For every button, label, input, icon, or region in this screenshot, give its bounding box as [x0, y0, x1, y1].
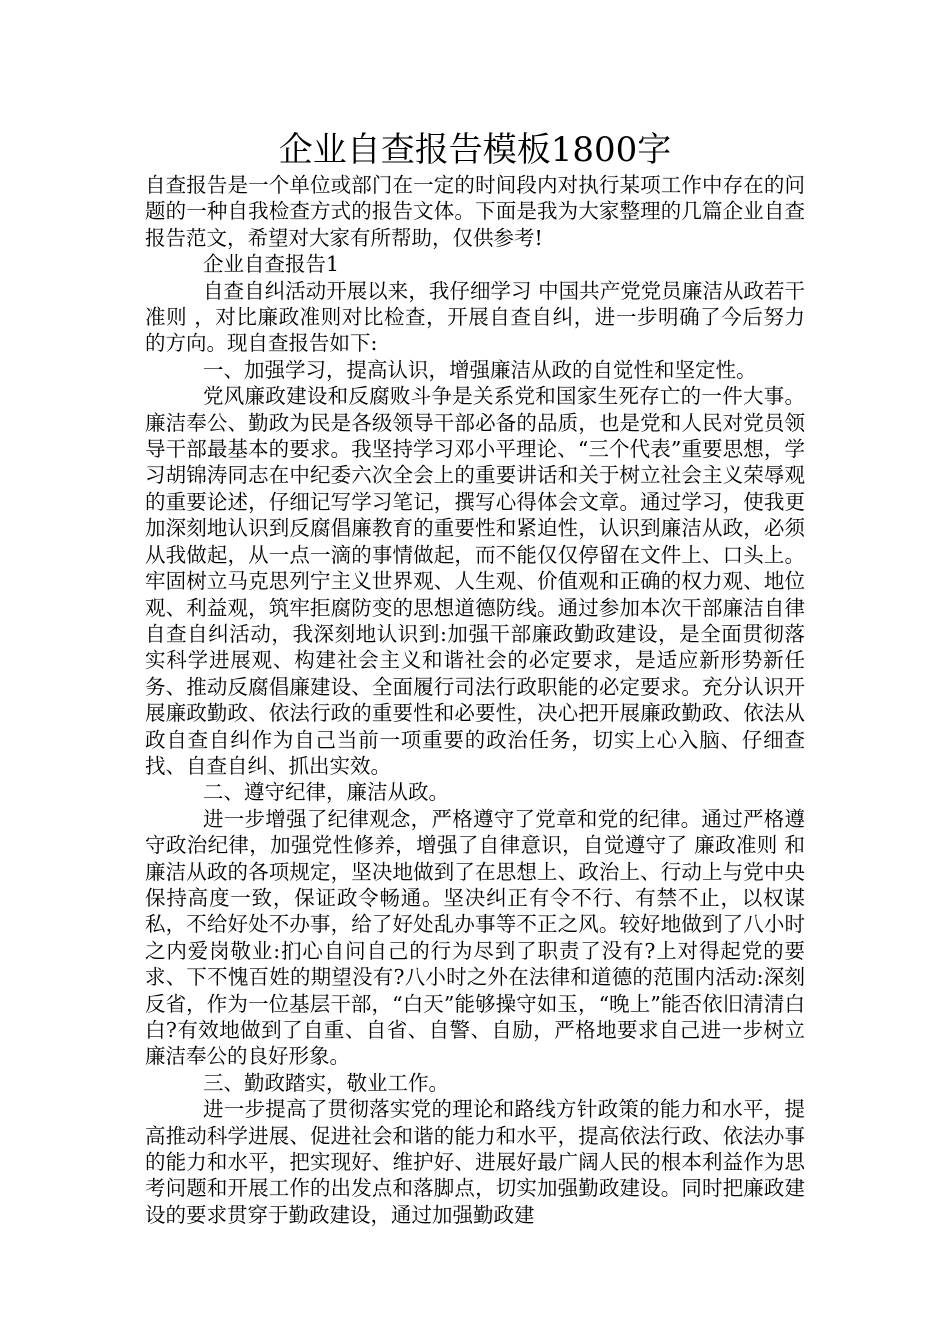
paragraph-report-opening: 自查自纠活动开展以来，我仔细学习 中国共产党党员廉洁从政若干准则 ，对比廉政准则对比检查，开展自查自纠，进一步明确了今后努力的方向。现自查报告如下:	[145, 278, 805, 356]
section-heading-2: 二、遵守纪律，廉洁从政。	[203, 780, 449, 805]
paragraph-section-2: 进一步增强了纪律观念，严格遵守了党章和党的纪律。通过严格遵守政治纪律，加强党性修养，增强了自律意识，自觉遵守了 廉政准则 和廉洁从政的各项规定，坚决地做到了在思想上、政治上、行动上与党中央保持高度一致，保证政令畅通。坚决纠正有令不行、有禁不止，以权谋私，不给好处不办事，给了好处乱办事等不正之风。较好地做到了八小时之内爱岗敬业:扪心自问自己的行为尽到了职责了没有?上对得起党的要求、下不愧百姓的期望没有?八小时之外在法律和道德的范围内活动:深刻反省，作为一位基层干部，“白天”能够操守如玉，“晚上”能否依旧清清白白?有效地做到了自重、自省、自警、自励，严格地要求自己进一步树立廉洁奉公的良好形象。	[145, 806, 805, 1069]
document-title: 企业自查报告模板1800字	[278, 130, 672, 170]
paragraph-report-heading: 企业自查报告1	[203, 252, 340, 277]
document-body	[145, 172, 805, 1228]
paragraph-section-3: 进一步提高了贯彻落实党的理论和路线方针政策的能力和水平，提高推动科学进展、促进社会和谐的能力和水平，提高依法行政、依法办事的能力和水平，把实现好、维护好、进展好最广阔人民的根本利益作为思考问题和开展工作的出发点和落脚点，切实加强勤政建设。同时把廉政建设的要求贯穿于勤政建设，通过加强勤政建	[145, 1097, 805, 1227]
section-heading-1: 一、加强学习，提高认识，增强廉洁从政的自觉性和坚定性。	[203, 357, 757, 382]
paragraph-section-1: 党风廉政建设和反腐败斗争是关系党和国家生死存亡的一件大事。廉洁奉公、勤政为民是各级领导干部必备的品质，也是党和人民对党员领导干部最基本的要求。我坚持学习邓小平理论、“三个代表”重要思想，学习胡锦涛同志在中纪委六次全会上的重要讲话和关于树立社会主义荣辱观的重要论述，仔细记写学习笔记，撰写心得体会文章。通过学习，使我更加深刻地认识到反腐倡廉教育的重要性和紧迫性，认识到廉洁从政，必须从我做起，从一点一滴的事情做起，而不能仅仅停留在文件上、口头上。牢固树立马克思列宁主义世界观、人生观、价值观和正确的权力观、地位观、利益观，筑牢拒腐防变的思想道德防线。通过参加本次干部廉洁自律自查自纠活动，我深刻地认识到:加强干部廉政勤政建设，是全面贯彻落实科学进展观、构建社会主义和谐社会的必定要求，是适应新形势新任务、推动反腐倡廉建设、全面履行司法行政职能的必定要求。充分认识开展廉政勤政、依法行政的重要性和必要性，决心把开展廉政勤政、依法从政自查自纠作为自己当前一项重要的政治任务，切实上心入脑、仔细查找、自查自纠、抓出实效。	[145, 384, 805, 778]
section-heading-3: 三、勤政踏实，敬业工作。	[203, 1070, 449, 1095]
paragraph-intro: 自查报告是一个单位或部门在一定的时间段内对执行某项工作中存在的问题的一种自我检查方式的报告文体。下面是我为大家整理的几篇企业自查报告范文，希望对大家有所帮助，仅供参考!	[145, 173, 805, 250]
